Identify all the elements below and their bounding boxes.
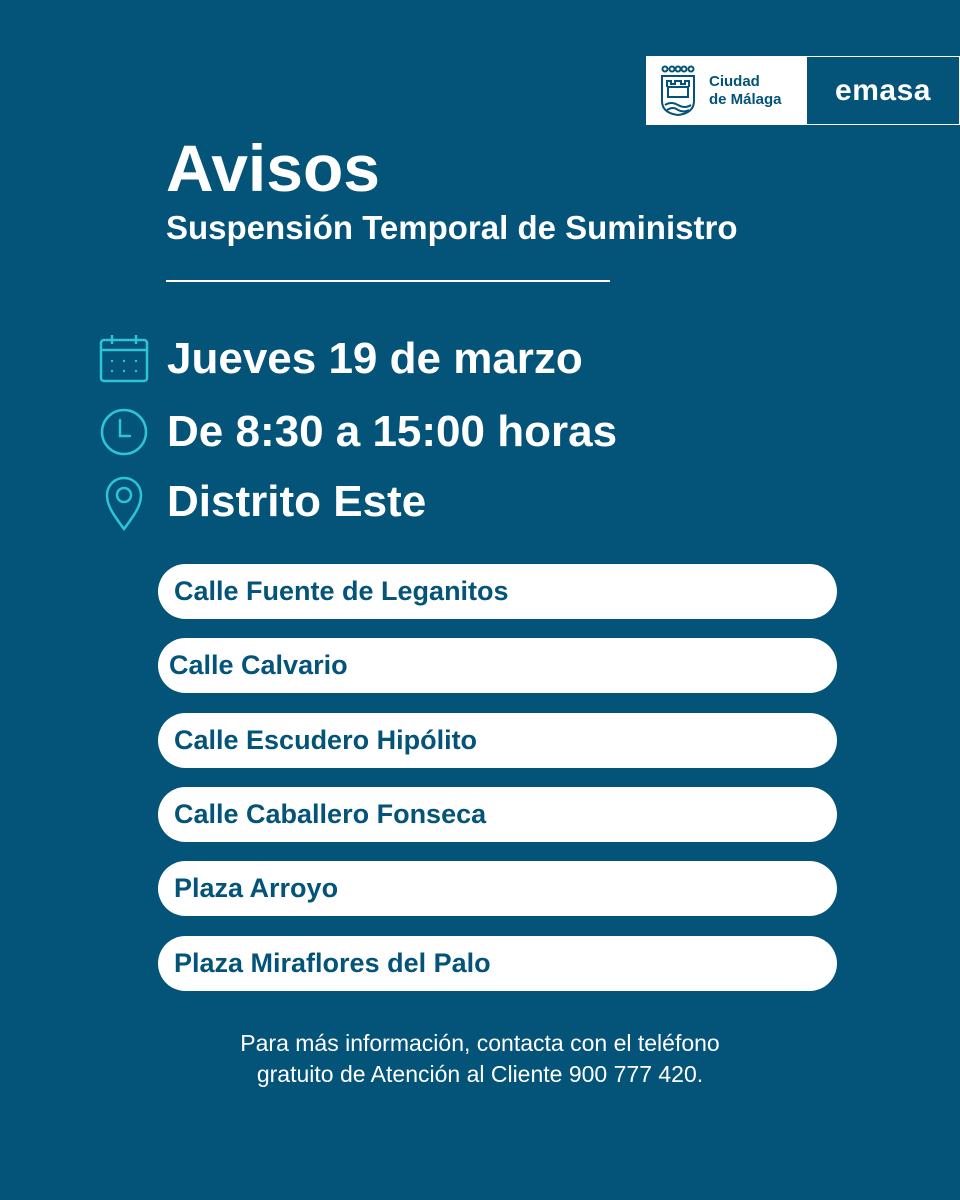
clock-icon — [96, 404, 152, 460]
district-text: Distrito Este — [167, 477, 427, 526]
street-item: Calle Fuente de Leganitos — [158, 564, 837, 619]
street-item: Calle Calvario — [158, 638, 837, 693]
logo — [646, 56, 960, 125]
page-subtitle: Suspensión Temporal de Suministro — [166, 209, 738, 246]
district-row — [96, 472, 426, 532]
time-row — [96, 402, 617, 462]
city-name-line1: Ciudad — [709, 72, 760, 90]
date-text: Jueves 19 de marzo — [167, 334, 583, 383]
divider — [166, 280, 610, 282]
street-item: Calle Escudero Hipólito — [158, 713, 837, 768]
calendar-icon — [96, 331, 152, 387]
city-crest-icon — [659, 65, 697, 117]
brand-name: emasa — [835, 73, 931, 107]
date-row — [96, 329, 583, 389]
footer-note — [0, 1028, 960, 1090]
time-text: De 8:30 a 15:00 horas — [167, 407, 618, 456]
street-item: Plaza Miraflores del Palo — [158, 936, 837, 991]
street-item: Calle Caballero Fonseca — [158, 787, 837, 842]
location-pin-icon — [96, 474, 152, 530]
city-logo — [647, 57, 807, 124]
page-title: Avisos — [166, 131, 380, 205]
footer-line2: gratuito de Atención al Cliente 900 777 420. — [256, 1061, 704, 1087]
footer-line1: Para más información, contacta con el teléfono — [240, 1030, 720, 1056]
city-name-line2: de Málaga — [709, 90, 782, 108]
street-item: Plaza Arroyo — [158, 861, 837, 916]
